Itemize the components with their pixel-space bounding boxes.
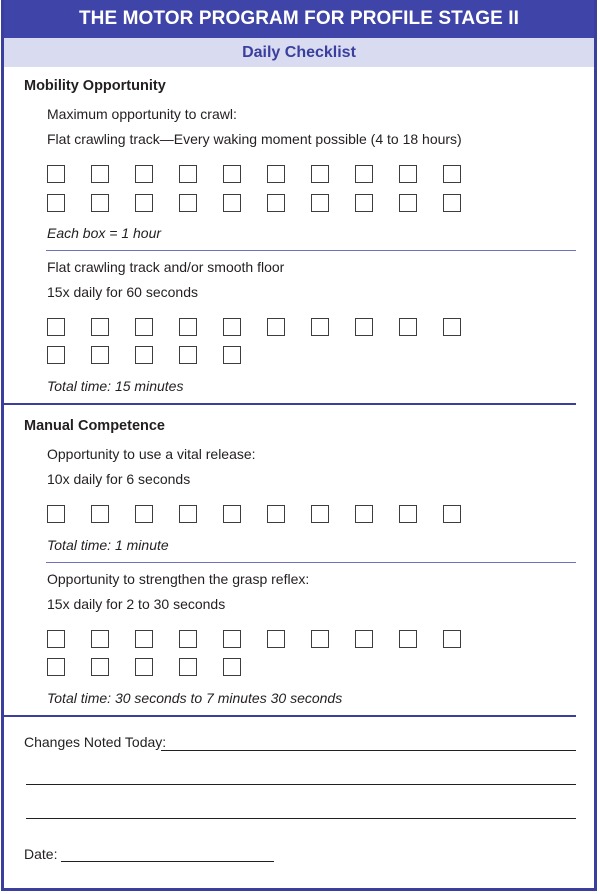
checkbox[interactable] bbox=[311, 194, 329, 212]
release-note: Total time: 1 minute bbox=[47, 537, 169, 553]
checkbox[interactable] bbox=[355, 505, 373, 523]
date-input-line[interactable] bbox=[61, 861, 274, 862]
changes-label: Changes Noted Today: bbox=[24, 734, 167, 750]
checkbox[interactable] bbox=[179, 194, 197, 212]
checkbox[interactable] bbox=[399, 165, 417, 183]
checkbox[interactable] bbox=[267, 505, 285, 523]
checkbox[interactable] bbox=[267, 318, 285, 336]
divider bbox=[46, 562, 576, 563]
release-frequency: 10x daily for 6 seconds bbox=[47, 471, 191, 487]
checkbox[interactable] bbox=[311, 165, 329, 183]
checkbox[interactable] bbox=[223, 165, 241, 183]
checkbox[interactable] bbox=[91, 658, 109, 676]
checkbox[interactable] bbox=[179, 630, 197, 648]
checklist-page bbox=[1, 0, 597, 891]
checkbox[interactable] bbox=[47, 346, 65, 364]
checkbox[interactable] bbox=[47, 318, 65, 336]
checkbox[interactable] bbox=[91, 194, 109, 212]
page-subtitle: Daily Checklist bbox=[4, 38, 594, 67]
checkbox[interactable] bbox=[47, 194, 65, 212]
checkbox[interactable] bbox=[355, 165, 373, 183]
checkbox[interactable] bbox=[267, 165, 285, 183]
checkbox[interactable] bbox=[311, 630, 329, 648]
grasp-note: Total time: 30 seconds to 7 minutes 30 seconds bbox=[47, 690, 343, 706]
floor-note: Total time: 15 minutes bbox=[47, 378, 184, 394]
checkbox[interactable] bbox=[47, 505, 65, 523]
grasp-instruction: Opportunity to strengthen the grasp reflex: bbox=[47, 571, 310, 587]
checkbox[interactable] bbox=[91, 346, 109, 364]
page-title: THE MOTOR PROGRAM FOR PROFILE STAGE II bbox=[4, 0, 594, 38]
checkbox[interactable] bbox=[223, 194, 241, 212]
checkbox[interactable] bbox=[179, 658, 197, 676]
checkbox[interactable] bbox=[443, 318, 461, 336]
manual-heading: Manual Competence bbox=[24, 418, 165, 434]
checkbox[interactable] bbox=[355, 318, 373, 336]
changes-input-line-3[interactable] bbox=[26, 818, 576, 819]
checkbox[interactable] bbox=[47, 165, 65, 183]
crawl-instruction: Maximum opportunity to crawl: bbox=[47, 106, 237, 122]
checkbox[interactable] bbox=[47, 630, 65, 648]
checkbox[interactable] bbox=[91, 165, 109, 183]
checkbox[interactable] bbox=[91, 505, 109, 523]
checkbox[interactable] bbox=[135, 318, 153, 336]
checkbox[interactable] bbox=[311, 318, 329, 336]
checkbox[interactable] bbox=[355, 630, 373, 648]
checkbox[interactable] bbox=[443, 630, 461, 648]
checkbox[interactable] bbox=[399, 318, 417, 336]
divider bbox=[46, 250, 576, 251]
changes-input-line-2[interactable] bbox=[26, 784, 576, 785]
checkbox[interactable] bbox=[179, 346, 197, 364]
checkbox[interactable] bbox=[443, 505, 461, 523]
checkbox[interactable] bbox=[179, 165, 197, 183]
section-divider bbox=[4, 403, 576, 405]
checkbox[interactable] bbox=[267, 630, 285, 648]
checkbox[interactable] bbox=[135, 194, 153, 212]
checkbox[interactable] bbox=[223, 630, 241, 648]
release-instruction: Opportunity to use a vital release: bbox=[47, 446, 256, 462]
mobility-heading: Mobility Opportunity bbox=[24, 78, 166, 94]
checkbox[interactable] bbox=[311, 505, 329, 523]
checkbox[interactable] bbox=[47, 658, 65, 676]
changes-input-line-1[interactable] bbox=[161, 750, 576, 751]
checkbox[interactable] bbox=[399, 630, 417, 648]
checkbox[interactable] bbox=[399, 194, 417, 212]
date-label: Date: bbox=[24, 846, 58, 862]
checkbox[interactable] bbox=[223, 658, 241, 676]
checkbox[interactable] bbox=[91, 318, 109, 336]
grasp-frequency: 15x daily for 2 to 30 seconds bbox=[47, 596, 226, 612]
checkbox[interactable] bbox=[355, 194, 373, 212]
checkbox[interactable] bbox=[179, 505, 197, 523]
checkbox[interactable] bbox=[267, 194, 285, 212]
section-divider bbox=[4, 715, 576, 717]
checkbox[interactable] bbox=[223, 505, 241, 523]
checkbox[interactable] bbox=[91, 630, 109, 648]
crawl-duration: Flat crawling track—Every waking moment possible (4 to 18 hours) bbox=[47, 131, 462, 147]
checkbox[interactable] bbox=[135, 505, 153, 523]
checkbox[interactable] bbox=[179, 318, 197, 336]
floor-instruction: Flat crawling track and/or smooth floor bbox=[47, 259, 285, 275]
checkbox[interactable] bbox=[399, 505, 417, 523]
checkbox[interactable] bbox=[135, 630, 153, 648]
checkbox[interactable] bbox=[135, 658, 153, 676]
checkbox[interactable] bbox=[443, 194, 461, 212]
checkbox[interactable] bbox=[223, 318, 241, 336]
floor-frequency: 15x daily for 60 seconds bbox=[47, 284, 198, 300]
checkbox[interactable] bbox=[223, 346, 241, 364]
crawl-note: Each box = 1 hour bbox=[47, 225, 162, 241]
checkbox[interactable] bbox=[443, 165, 461, 183]
checkbox[interactable] bbox=[135, 346, 153, 364]
checkbox[interactable] bbox=[135, 165, 153, 183]
